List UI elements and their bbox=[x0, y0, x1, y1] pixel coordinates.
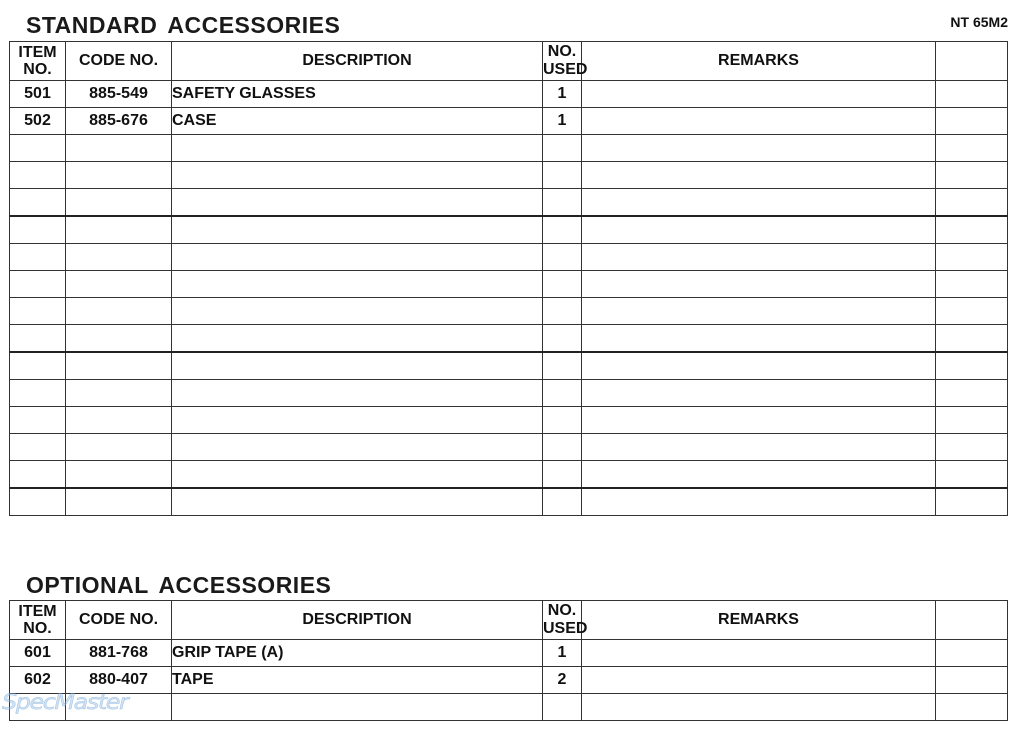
cell-description bbox=[172, 325, 543, 353]
cell-item bbox=[10, 271, 66, 298]
optional-accessories-title: OPTIONAL ACCESSORIES bbox=[26, 572, 332, 598]
cell-extra bbox=[936, 216, 1008, 244]
cell-item bbox=[10, 352, 66, 380]
no-used-header-line2: USED bbox=[543, 61, 588, 78]
item-no-header-line2: NO. bbox=[23, 61, 52, 78]
table-row bbox=[10, 407, 1008, 434]
table-row bbox=[10, 667, 1008, 694]
code-no-header: CODE NO. bbox=[66, 42, 172, 81]
cell-used bbox=[543, 271, 582, 298]
cell-remarks bbox=[582, 667, 936, 694]
table-row bbox=[10, 81, 1008, 108]
table-row bbox=[10, 352, 1008, 380]
no-used-header-line1: NO. bbox=[547, 43, 577, 60]
standard-accessories-title: STANDARD ACCESSORIES bbox=[26, 12, 341, 38]
cell-code bbox=[66, 189, 172, 217]
cell-extra bbox=[936, 108, 1008, 135]
item-no-header-line1: ITEM bbox=[18, 603, 57, 620]
cell-code bbox=[66, 135, 172, 162]
cell-description bbox=[172, 461, 543, 489]
cell-code bbox=[66, 325, 172, 353]
cell-item bbox=[10, 407, 66, 434]
cell-description bbox=[172, 216, 543, 244]
cell-remarks bbox=[582, 407, 936, 434]
standard-accessories-table bbox=[9, 41, 1008, 516]
extra-header-cell bbox=[936, 42, 1008, 81]
cell-description bbox=[172, 380, 543, 407]
cell-remarks bbox=[582, 108, 936, 135]
no-used-header-line2: USED bbox=[543, 620, 588, 637]
table-row bbox=[10, 216, 1008, 244]
item-no-header-line1: ITEM bbox=[18, 44, 57, 61]
cell-code: 881-768 bbox=[66, 640, 172, 667]
cell-item bbox=[10, 189, 66, 217]
cell-used: 2 bbox=[543, 667, 582, 694]
cell-description bbox=[172, 244, 543, 271]
cell-remarks bbox=[582, 325, 936, 353]
cell-extra bbox=[936, 189, 1008, 217]
cell-item: 601 bbox=[10, 640, 66, 667]
table-header-row bbox=[10, 42, 1008, 81]
cell-extra bbox=[936, 407, 1008, 434]
cell-description: GRIP TAPE (A) bbox=[172, 640, 543, 667]
cell-used bbox=[543, 189, 582, 217]
no-used-header bbox=[543, 42, 588, 81]
cell-description bbox=[172, 271, 543, 298]
description-header: DESCRIPTION bbox=[172, 601, 543, 640]
cell-item bbox=[10, 488, 66, 516]
cell-code bbox=[66, 352, 172, 380]
cell-item bbox=[10, 380, 66, 407]
cell-code bbox=[66, 434, 172, 461]
table-row bbox=[10, 189, 1008, 217]
cell-code: 880-407 bbox=[66, 667, 172, 694]
table-row bbox=[10, 461, 1008, 489]
cell-remarks bbox=[582, 694, 936, 721]
cell-remarks bbox=[582, 81, 936, 108]
cell-remarks bbox=[582, 189, 936, 217]
cell-remarks bbox=[582, 162, 936, 189]
cell-code bbox=[66, 298, 172, 325]
cell-used bbox=[543, 135, 582, 162]
cell-item bbox=[10, 216, 66, 244]
table-row bbox=[10, 135, 1008, 162]
cell-item bbox=[10, 162, 66, 189]
cell-item bbox=[10, 434, 66, 461]
table-row bbox=[10, 694, 1008, 721]
table-row bbox=[10, 488, 1008, 516]
cell-code bbox=[66, 162, 172, 189]
cell-extra bbox=[936, 640, 1008, 667]
table-row bbox=[10, 244, 1008, 271]
cell-used bbox=[543, 244, 582, 271]
watermark-logo: SpecMaster bbox=[2, 689, 128, 715]
cell-remarks bbox=[582, 461, 936, 489]
cell-used bbox=[543, 407, 582, 434]
cell-extra bbox=[936, 488, 1008, 516]
cell-description: SAFETY GLASSES bbox=[172, 81, 543, 108]
no-used-header bbox=[543, 601, 588, 640]
cell-extra bbox=[936, 271, 1008, 298]
cell-extra bbox=[936, 434, 1008, 461]
remarks-header: REMARKS bbox=[582, 601, 936, 640]
cell-used: 1 bbox=[543, 81, 582, 108]
table-row bbox=[10, 380, 1008, 407]
cell-used bbox=[543, 488, 582, 516]
cell-remarks bbox=[582, 488, 936, 516]
cell-extra bbox=[936, 298, 1008, 325]
item-no-header bbox=[10, 42, 66, 81]
cell-used bbox=[543, 461, 582, 489]
description-header: DESCRIPTION bbox=[172, 42, 543, 81]
extra-header-cell bbox=[936, 601, 1008, 640]
cell-remarks bbox=[582, 352, 936, 380]
item-no-header bbox=[10, 601, 66, 640]
cell-used bbox=[543, 216, 582, 244]
cell-remarks bbox=[582, 640, 936, 667]
cell-extra bbox=[936, 244, 1008, 271]
cell-item bbox=[10, 694, 66, 721]
cell-description bbox=[172, 694, 543, 721]
cell-code bbox=[66, 488, 172, 516]
cell-extra bbox=[936, 352, 1008, 380]
cell-description bbox=[172, 434, 543, 461]
cell-remarks bbox=[582, 135, 936, 162]
table-row bbox=[10, 298, 1008, 325]
cell-used bbox=[543, 434, 582, 461]
cell-extra bbox=[936, 135, 1008, 162]
item-no-header-line2: NO. bbox=[23, 620, 52, 637]
table-row bbox=[10, 325, 1008, 353]
cell-description bbox=[172, 352, 543, 380]
cell-item: 502 bbox=[10, 108, 66, 135]
cell-extra bbox=[936, 380, 1008, 407]
optional-accessories-body bbox=[10, 640, 1008, 721]
table-row bbox=[10, 434, 1008, 461]
cell-description bbox=[172, 488, 543, 516]
table-row bbox=[10, 108, 1008, 135]
cell-code bbox=[66, 461, 172, 489]
cell-code: 885-549 bbox=[66, 81, 172, 108]
cell-description: TAPE bbox=[172, 667, 543, 694]
cell-item: 602 bbox=[10, 667, 66, 694]
cell-remarks bbox=[582, 298, 936, 325]
table-row bbox=[10, 640, 1008, 667]
cell-used bbox=[543, 325, 582, 353]
cell-extra bbox=[936, 325, 1008, 353]
cell-remarks bbox=[582, 244, 936, 271]
code-no-header: CODE NO. bbox=[66, 601, 172, 640]
cell-used bbox=[543, 298, 582, 325]
standard-accessories-body bbox=[10, 81, 1008, 516]
cell-item bbox=[10, 298, 66, 325]
cell-code bbox=[66, 380, 172, 407]
cell-description: CASE bbox=[172, 108, 543, 135]
cell-used: 1 bbox=[543, 108, 582, 135]
cell-code bbox=[66, 271, 172, 298]
cell-description bbox=[172, 189, 543, 217]
cell-code bbox=[66, 694, 172, 721]
cell-extra bbox=[936, 81, 1008, 108]
cell-code bbox=[66, 244, 172, 271]
cell-code: 885-676 bbox=[66, 108, 172, 135]
cell-item bbox=[10, 325, 66, 353]
table-header-row bbox=[10, 601, 1008, 640]
table-row bbox=[10, 271, 1008, 298]
cell-item bbox=[10, 461, 66, 489]
cell-remarks bbox=[582, 216, 936, 244]
table-row bbox=[10, 162, 1008, 189]
no-used-header-line1: NO. bbox=[547, 602, 577, 619]
optional-accessories-table bbox=[9, 600, 1008, 721]
cell-description bbox=[172, 135, 543, 162]
cell-extra bbox=[936, 162, 1008, 189]
cell-used bbox=[543, 352, 582, 380]
cell-used: 1 bbox=[543, 640, 582, 667]
cell-description bbox=[172, 162, 543, 189]
cell-item: 501 bbox=[10, 81, 66, 108]
cell-description bbox=[172, 298, 543, 325]
cell-used bbox=[543, 380, 582, 407]
cell-remarks bbox=[582, 434, 936, 461]
cell-item bbox=[10, 244, 66, 271]
cell-used bbox=[543, 694, 582, 721]
cell-used bbox=[543, 162, 582, 189]
cell-extra bbox=[936, 667, 1008, 694]
cell-item bbox=[10, 135, 66, 162]
cell-code bbox=[66, 216, 172, 244]
cell-code bbox=[66, 407, 172, 434]
model-number: NT 65M2 bbox=[950, 14, 1008, 30]
cell-remarks bbox=[582, 271, 936, 298]
remarks-header: REMARKS bbox=[582, 42, 936, 81]
cell-description bbox=[172, 407, 543, 434]
cell-remarks bbox=[582, 380, 936, 407]
cell-extra bbox=[936, 461, 1008, 489]
cell-extra bbox=[936, 694, 1008, 721]
